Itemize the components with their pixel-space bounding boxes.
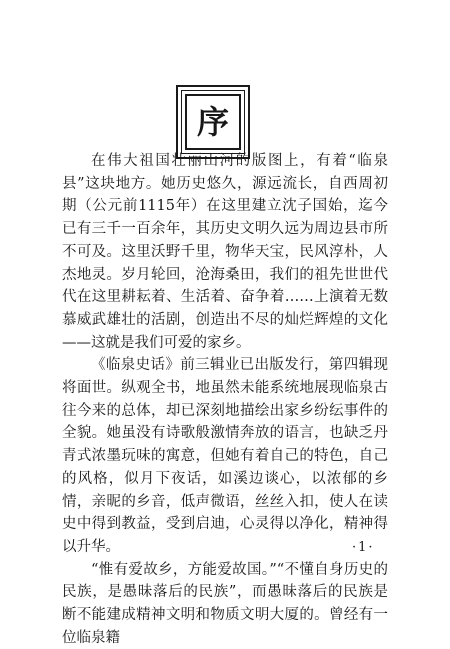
title-frame xyxy=(176,85,250,159)
paragraph-2: 《临泉史话》前三辑业已出版发行，第四辑现将面世。纵观全书，地虽然未能系统地展现临泉古往今来的总体，却已深刻地描绘出家乡纷纭事件的全貌。她虽没有诗歌般激情奔放的语言，也缺乏丹青式浓墨玩味的寓意，但她有着自己的特色，自己的风格，似月下夜话，如溪边谈心，以浓郁的乡情，亲昵的乡音，低声微语，丝丝入扣，使人在读史中得到教益，受到启迪，心灵得以净化，精神得以升华。 xyxy=(62,357,388,555)
preface-body xyxy=(62,150,388,649)
page-number: ·1· xyxy=(352,540,375,555)
preface-title: 序 xyxy=(196,103,229,141)
paragraph-1: 在伟大祖国壮丽山河的版图上，有着“临泉县”这块地方。她历史悠久，源远流长，自西周初期（公元前1115年）在这里建立沈子国始，迄今已有三千一百余年，其历史文明久远为周边县市所不可及。这里沃野千里，物华天宝，民风淳朴，人杰地灵。岁月轮回，沧海桑田，我们的祖先世世代代在这里耕耘着、生活着、奋争着……上演着无数慕威武雄壮的活剧，创造出不尽的灿烂辉煌的文化——这就是我们可爱的家乡。 xyxy=(62,153,388,351)
paragraph-3: “惟有爱故乡，方能爱故国。”“不懂自身历史的民族，是愚昧落后的民族”，而愚昧落后的民族是断不能建成精神文明和物质文明大厦的。曾经有一位临泉籍 xyxy=(62,561,388,646)
